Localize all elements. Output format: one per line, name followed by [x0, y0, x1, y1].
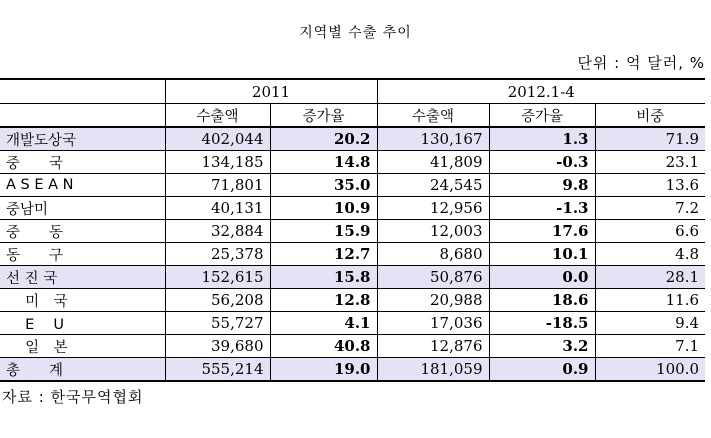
growth-2011-cell: 14.8 [270, 151, 377, 174]
region-cell: 중 국 [0, 151, 165, 174]
growth-2011-cell: 40.8 [270, 335, 377, 358]
share-cell: 23.1 [595, 151, 705, 174]
share-cell: 4.8 [595, 243, 705, 266]
share-cell: 71.9 [595, 127, 705, 151]
growth-2011-cell: 19.0 [270, 358, 377, 382]
growth-2012-cell: -0.3 [489, 151, 595, 174]
growth-2012-cell: -18.5 [489, 312, 595, 335]
header-corner-cell [0, 79, 165, 104]
share-cell: 11.6 [595, 289, 705, 312]
export-2012-cell: 12,876 [377, 335, 489, 358]
share-cell: 7.2 [595, 197, 705, 220]
export-2012-cell: 12,003 [377, 220, 489, 243]
growth-2012-cell: 0.0 [489, 266, 595, 289]
header-growth-2012: 증가율 [489, 104, 595, 128]
growth-2011-cell: 12.8 [270, 289, 377, 312]
table-row [0, 220, 705, 243]
export-2011-cell: 134,185 [165, 151, 270, 174]
table-row [0, 266, 705, 289]
header-share: 비중 [595, 104, 705, 128]
header-row-period [0, 79, 705, 104]
region-cell: 중남미 [0, 197, 165, 220]
table-row [0, 289, 705, 312]
table-row [0, 358, 705, 382]
header-corner-cell-2 [0, 104, 165, 128]
export-2012-cell: 17,036 [377, 312, 489, 335]
growth-2012-cell: 1.3 [489, 127, 595, 151]
export-2011-cell: 152,615 [165, 266, 270, 289]
growth-2011-cell: 4.1 [270, 312, 377, 335]
export-2012-cell: 24,545 [377, 174, 489, 197]
growth-2012-cell: 3.2 [489, 335, 595, 358]
region-cell: 중 동 [0, 220, 165, 243]
export-2011-cell: 71,801 [165, 174, 270, 197]
growth-2011-cell: 20.2 [270, 127, 377, 151]
region-cell: E U [0, 312, 165, 335]
export-2011-cell: 32,884 [165, 220, 270, 243]
region-cell: 동 구 [0, 243, 165, 266]
growth-2011-cell: 12.7 [270, 243, 377, 266]
export-2011-cell: 555,214 [165, 358, 270, 382]
growth-2012-cell: 17.6 [489, 220, 595, 243]
export-table [0, 78, 705, 382]
export-2011-cell: 55,727 [165, 312, 270, 335]
growth-2012-cell: 18.6 [489, 289, 595, 312]
header-row-columns [0, 104, 705, 128]
export-2012-cell: 41,809 [377, 151, 489, 174]
share-cell: 100.0 [595, 358, 705, 382]
region-cell: 미 국 [0, 289, 165, 312]
header-export-2011: 수출액 [165, 104, 270, 128]
document-title: 지역별 수출 추이 [299, 25, 412, 41]
growth-2011-cell: 10.9 [270, 197, 377, 220]
table-row [0, 312, 705, 335]
region-cell: 일 본 [0, 335, 165, 358]
table-row [0, 174, 705, 197]
growth-2012-cell: 10.1 [489, 243, 595, 266]
share-cell: 13.6 [595, 174, 705, 197]
table-row [0, 335, 705, 358]
unit-note: 단위 : 억 달러, % [577, 54, 705, 72]
export-2012-cell: 130,167 [377, 127, 489, 151]
source-note: 자료 : 한국무역협회 [2, 388, 144, 406]
export-2011-cell: 39,680 [165, 335, 270, 358]
region-cell: 선 진 국 [0, 266, 165, 289]
growth-2011-cell: 15.8 [270, 266, 377, 289]
share-cell: 28.1 [595, 266, 705, 289]
export-2012-cell: 12,956 [377, 197, 489, 220]
growth-2011-cell: 15.9 [270, 220, 377, 243]
growth-2012-cell: -1.3 [489, 197, 595, 220]
table-row [0, 243, 705, 266]
table-row [0, 197, 705, 220]
share-cell: 9.4 [595, 312, 705, 335]
header-export-2012: 수출액 [377, 104, 489, 128]
region-cell: 개발도상국 [0, 127, 165, 151]
export-2011-cell: 25,378 [165, 243, 270, 266]
growth-2012-cell: 9.8 [489, 174, 595, 197]
region-cell: 총 계 [0, 358, 165, 382]
export-2012-cell: 50,876 [377, 266, 489, 289]
region-cell: A S E A N [0, 174, 165, 197]
table-row [0, 127, 705, 151]
export-2011-cell: 56,208 [165, 289, 270, 312]
export-2011-cell: 402,044 [165, 127, 270, 151]
export-2012-cell: 8,680 [377, 243, 489, 266]
growth-2011-cell: 35.0 [270, 174, 377, 197]
header-period-2012: 2012.1-4 [377, 79, 705, 104]
export-2012-cell: 181,059 [377, 358, 489, 382]
share-cell: 7.1 [595, 335, 705, 358]
export-2012-cell: 20,988 [377, 289, 489, 312]
header-growth-2011: 증가율 [270, 104, 377, 128]
export-2011-cell: 40,131 [165, 197, 270, 220]
header-period-2011: 2011 [165, 79, 377, 104]
growth-2012-cell: 0.9 [489, 358, 595, 382]
table-row [0, 151, 705, 174]
share-cell: 6.6 [595, 220, 705, 243]
